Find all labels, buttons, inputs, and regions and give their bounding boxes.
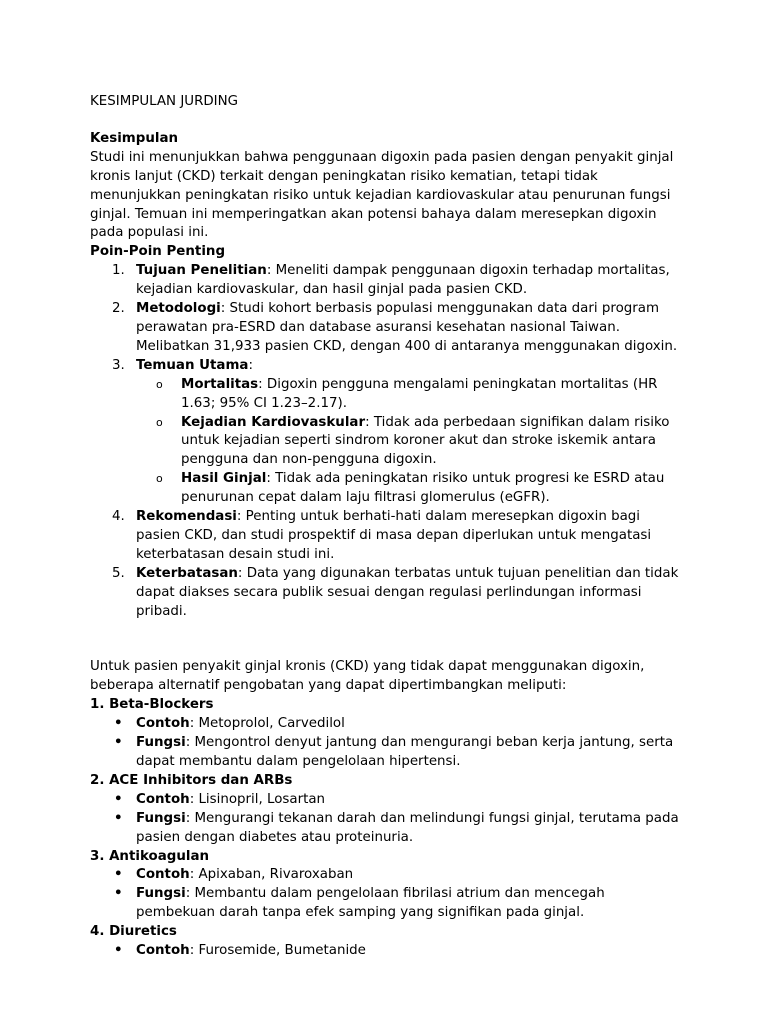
ace-inhibitors-fungsi — [90, 810, 685, 848]
poin-label: Temuan Utama — [136, 357, 249, 373]
diuretics-list — [90, 942, 685, 961]
poin-heading: Poin-Poin Penting — [90, 244, 226, 260]
document-title: KESIMPULAN JURDING — [90, 94, 239, 109]
poin-number: 3. — [112, 357, 125, 373]
antikoagulan-fungsi — [90, 885, 685, 923]
poin-number: 2. — [112, 301, 125, 317]
document-content — [90, 93, 685, 961]
alternatif-intro: Untuk pasien penyakit ginjal kronis (CKD) yang tidak dapat menggunakan digoxin, beberapa alternatif pengobatan yang dapat dipertimbangkan meliputi: — [90, 659, 645, 694]
poin-number: 5. — [112, 565, 125, 581]
kesimpulan-heading: Kesimpulan — [90, 130, 179, 146]
alternatif-heading-antikoagulan: 3. Antikoagulan — [90, 848, 210, 864]
sub-bullet-marker: o — [156, 377, 163, 391]
contoh-label: Contoh — [136, 716, 190, 732]
temuan-item-ginjal — [90, 470, 685, 508]
poin-list — [90, 262, 685, 621]
contoh-label: Contoh — [136, 791, 190, 807]
fungsi-label: Fungsi — [136, 810, 186, 826]
poin-item-4 — [90, 508, 685, 565]
fungsi-label: Fungsi — [136, 735, 186, 751]
diuretics-contoh — [90, 942, 685, 961]
poin-item-3 — [90, 357, 685, 508]
poin-text: : Meneliti dampak penggunaan digoxin terhadap mortalitas, kejadian kardiovaskular, dan hasil ginjal pada pasien CKD. — [136, 263, 670, 298]
beta-blockers-fungsi — [90, 734, 685, 772]
temuan-list — [136, 376, 685, 508]
antikoagulan-list — [90, 866, 685, 923]
bullet-marker: • — [114, 867, 123, 883]
kesimpulan-body: Studi ini menunjukkan bahwa penggunaan digoxin pada pasien dengan penyakit ginjal kronis lanjut (CKD) terkait dengan peningkatan risiko kematian, tetapi tidak menunjukkan peningkatan risiko untuk kejadian kardiovaskular atau penurunan fungsi ginjal. Temuan ini memperingatkan akan potensi bahaya dalam meresepkan digoxin pada populasi ini. — [90, 149, 674, 241]
bullet-marker: • — [114, 943, 123, 959]
poin-item-2 — [90, 300, 685, 357]
fungsi-text: : Mengurangi tekanan darah dan melindungi fungsi ginjal, terutama pada pasien dengan diabetes atau proteinuria. — [136, 810, 679, 845]
poin-item-1 — [90, 262, 685, 300]
temuan-label: Kejadian Kardiovaskular — [181, 414, 366, 430]
fungsi-label: Fungsi — [136, 886, 186, 902]
poin-label: Tujuan Penelitian — [136, 263, 267, 279]
contoh-text: : Lisinopril, Losartan — [189, 791, 326, 807]
bullet-marker: • — [114, 810, 123, 826]
temuan-label: Mortalitas — [181, 376, 259, 392]
beta-blockers-contoh — [90, 715, 685, 734]
alternatif-heading-ace-inhibitors: 2. ACE Inhibitors dan ARBs — [90, 772, 293, 788]
poin-item-5 — [90, 565, 685, 622]
contoh-label: Contoh — [136, 943, 190, 959]
bullet-marker: • — [114, 886, 123, 902]
antikoagulan-contoh — [90, 866, 685, 885]
temuan-text: : Digoxin pengguna mengalami peningkatan mortalitas (HR 1.63; 95% CI 1.23–2.17). — [181, 376, 658, 411]
bullet-marker: • — [114, 735, 123, 751]
bullet-marker: • — [114, 716, 123, 732]
temuan-item-kardiovaskular — [90, 414, 685, 471]
temuan-label: Hasil Ginjal — [181, 471, 267, 487]
poin-label: Keterbatasan — [136, 565, 238, 581]
poin-text: : Studi kohort berbasis populasi menggunakan data dari program perawatan pra-ESRD dan database asuransi kesehatan nasional Taiwan. Melibatkan 31,933 pasien CKD, dengan 400 di antaranya menggunakan digoxin. — [136, 301, 678, 354]
temuan-item-mortalitas — [90, 376, 685, 414]
poin-text: : — [248, 357, 253, 373]
poin-text: : Penting untuk berhati-hati dalam meresepkan digoxin bagi pasien CKD, dan studi prospektif di masa depan diperlukan untuk mengatasi keterbatasan desain studi ini. — [136, 509, 652, 562]
contoh-text: : Furosemide, Bumetanide — [189, 943, 366, 959]
poin-label: Rekomendasi — [136, 509, 237, 525]
poin-number: 1. — [112, 263, 125, 279]
ace-inhibitors-contoh — [90, 791, 685, 810]
bullet-marker: • — [114, 791, 123, 807]
fungsi-text: : Mengontrol denyut jantung dan mengurangi beban kerja jantung, serta dapat membantu dalam pengelolaan hipertensi. — [136, 735, 674, 769]
fungsi-text: : Membantu dalam pengelolaan fibrilasi atrium dan mencegah pembekuan darah tanpa efek samping yang signifikan pada ginjal. — [136, 886, 605, 921]
ace-inhibitors-list — [90, 791, 685, 848]
contoh-label: Contoh — [136, 867, 190, 883]
sub-bullet-marker: o — [156, 472, 163, 486]
poin-number: 4. — [112, 509, 125, 525]
poin-text: : Data yang digunakan terbatas untuk tujuan penelitian dan tidak dapat diakses secara publik sesuai dengan regulasi perlindungan informasi pribadi. — [136, 565, 679, 619]
alternatif-heading-beta-blockers: 1. Beta-Blockers — [90, 697, 214, 713]
poin-label: Metodologi — [136, 301, 221, 317]
contoh-text: : Apixaban, Rivaroxaban — [189, 867, 354, 883]
temuan-text: : Tidak ada peningkatan risiko untuk progresi ke ESRD atau penurunan cepat dalam laju filtrasi glomerulus (eGFR). — [181, 471, 665, 506]
temuan-text: : Tidak ada perbedaan signifikan dalam risiko untuk kejadian seperti sindrom koroner akut dan stroke iskemik antara pengguna dan non-pengguna digoxin. — [181, 414, 670, 468]
sub-bullet-marker: o — [156, 415, 163, 429]
alternatif-heading-diuretics: 4. Diuretics — [90, 924, 177, 940]
contoh-text: : Metoprolol, Carvedilol — [189, 716, 345, 732]
beta-blockers-list — [90, 715, 685, 772]
